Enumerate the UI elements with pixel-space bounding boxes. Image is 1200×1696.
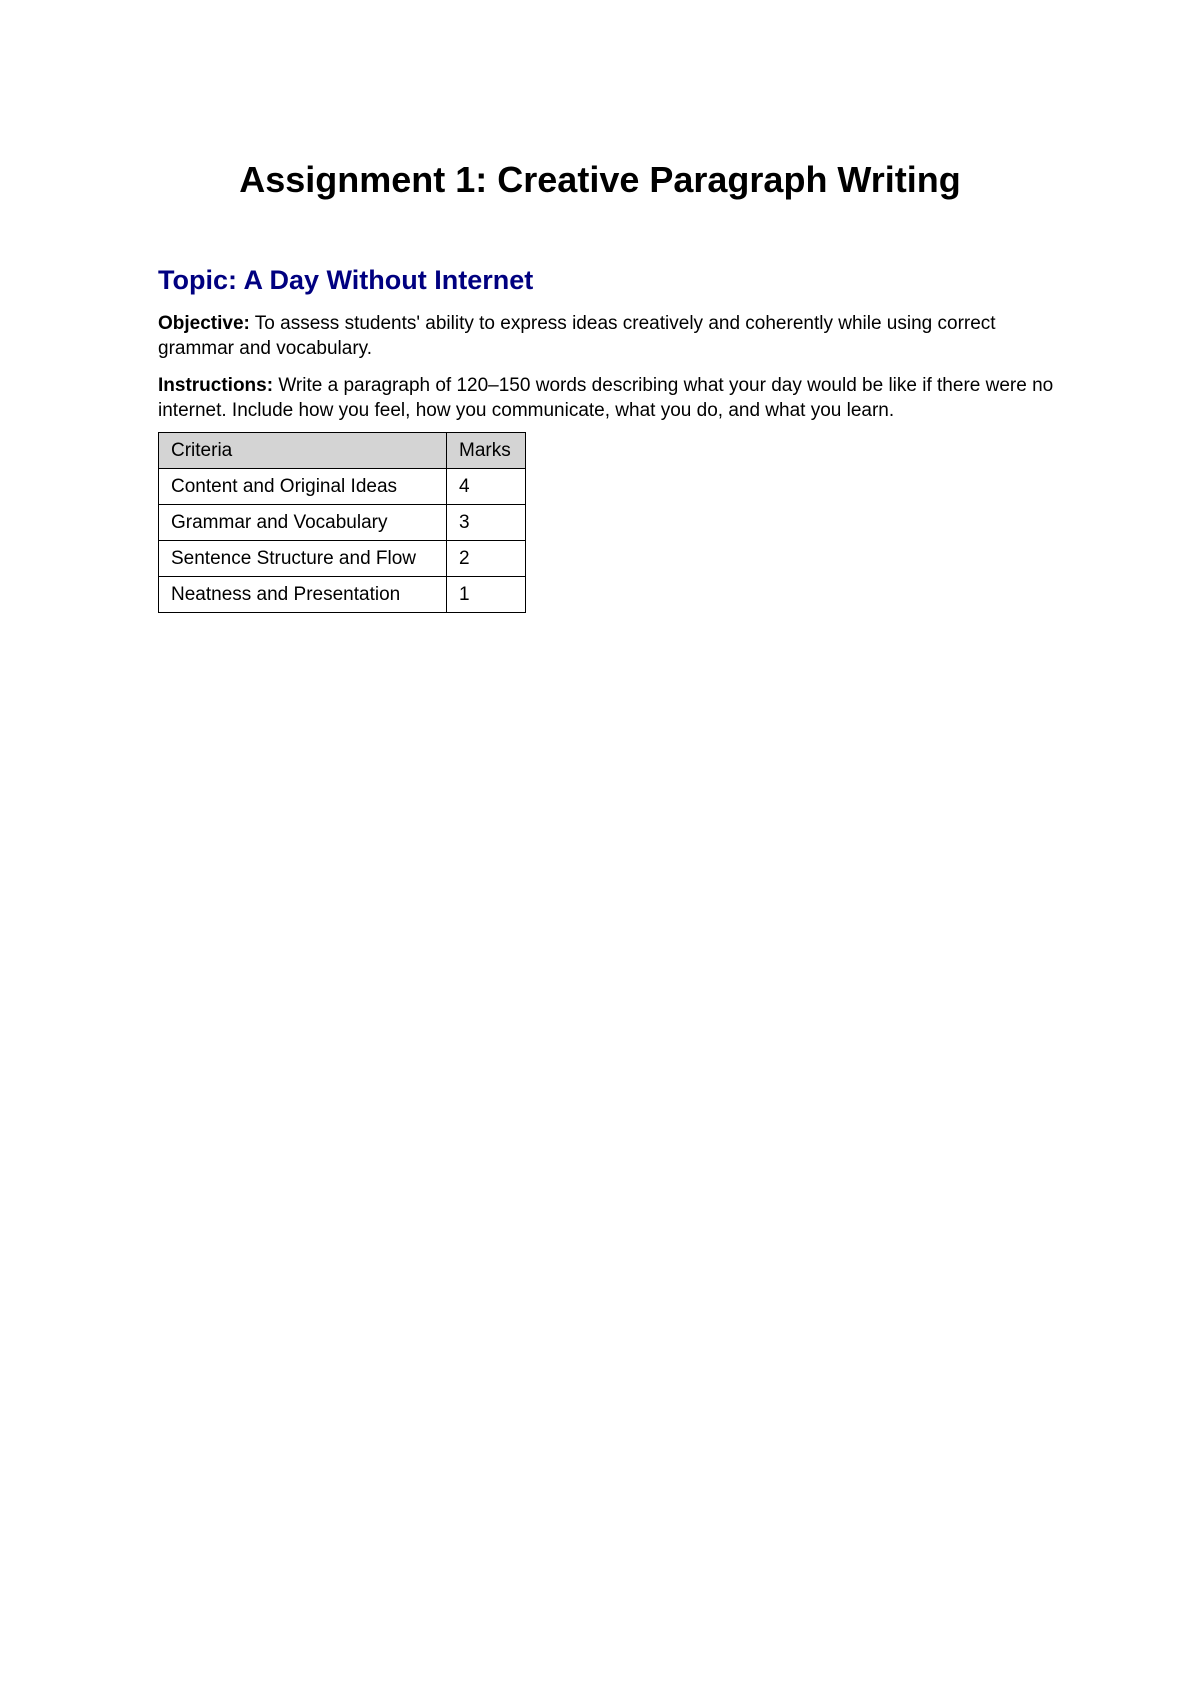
- marks-cell: 4: [447, 469, 526, 505]
- instructions-paragraph: [158, 373, 1058, 423]
- criteria-cell: Sentence Structure and Flow: [159, 541, 447, 577]
- criteria-cell: Content and Original Ideas: [159, 469, 447, 505]
- criteria-cell: Neatness and Presentation: [159, 577, 447, 613]
- topic-heading: Topic: A Day Without Internet: [158, 265, 534, 295]
- marks-cell: 2: [447, 541, 526, 577]
- criteria-cell: Grammar and Vocabulary: [159, 505, 447, 541]
- instructions-text: Write a paragraph of 120–150 words describing what your day would be like if there were no internet. Include how you feel, how you communicate, what you do, and what you learn.: [158, 375, 1054, 421]
- table-row: [159, 469, 526, 505]
- header-marks: Marks: [447, 433, 526, 469]
- objective-paragraph: [158, 311, 1058, 361]
- instructions-label: Instructions:: [158, 375, 274, 396]
- table-row: [159, 541, 526, 577]
- marks-cell: 3: [447, 505, 526, 541]
- assignment-title: Assignment 1: Creative Paragraph Writing: [239, 159, 961, 200]
- table-row: [159, 505, 526, 541]
- table-row: [159, 577, 526, 613]
- objective-text: To assess students' ability to express ideas creatively and coherently while using correct grammar and vocabulary.: [158, 313, 996, 359]
- header-criteria: Criteria: [159, 433, 447, 469]
- marks-cell: 1: [447, 577, 526, 613]
- marking-rubric-table: [158, 432, 526, 613]
- table-header-row: [159, 433, 526, 469]
- objective-label: Objective:: [158, 313, 250, 334]
